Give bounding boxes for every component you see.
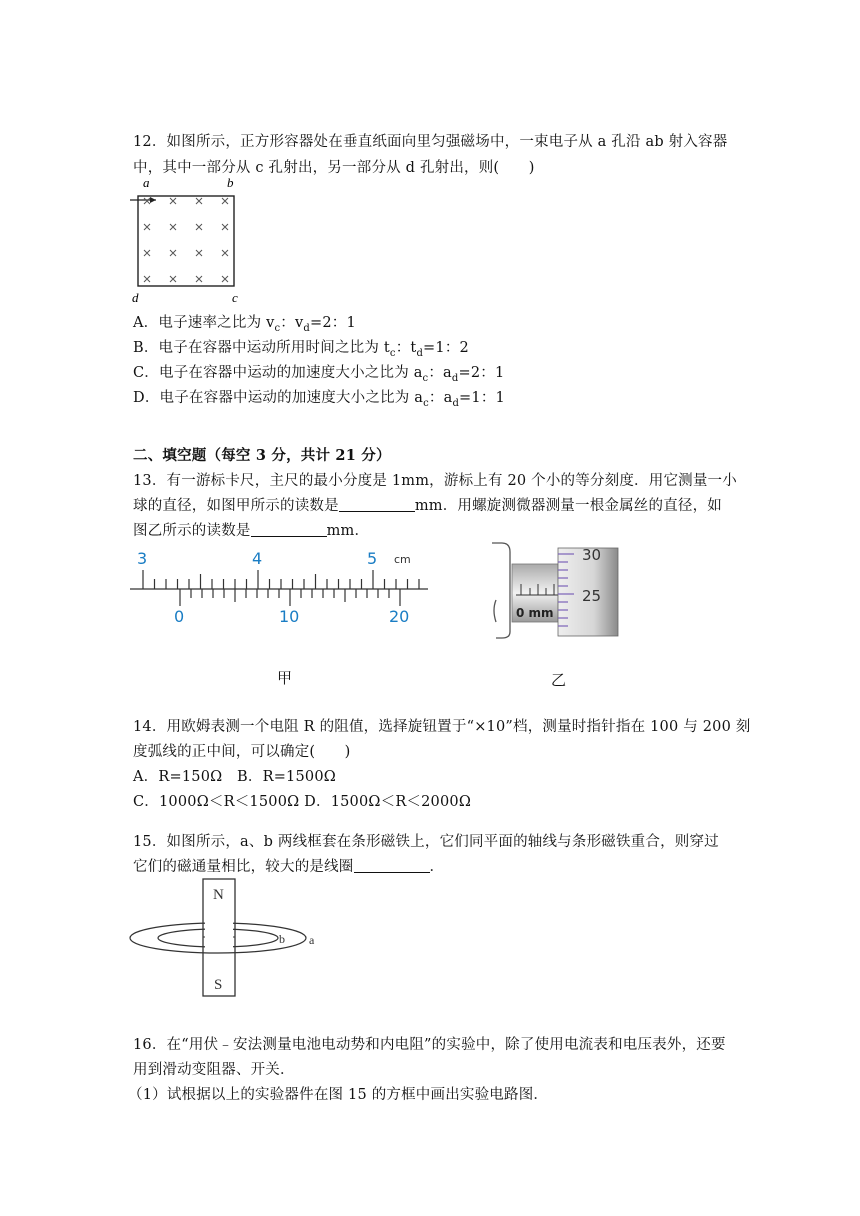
container-square <box>138 196 234 286</box>
q12-line1: 12．如图所示，正方形容器处在垂直纸面向里匀强磁场中，一束电子从 a 孔沿 ab 射入容器 <box>133 134 728 150</box>
field-crosses <box>144 198 228 282</box>
coil-b-label: b <box>279 932 285 946</box>
q14-options-ab: A．R=150Ω B．R=1500Ω <box>133 769 336 785</box>
q15-line2: 它们的磁通量相比，较大的是线圈 ． <box>133 859 445 875</box>
q16-line3: （1）试根据以上的实验器件在图 15 的方框中画出实验电路图． <box>128 1087 549 1103</box>
answer-blank[interactable] <box>251 522 327 537</box>
sleeve-label: 0 mm <box>516 606 554 620</box>
q14-options-cd: C．1000Ω＜R＜1500Ω D．1500Ω＜R＜2000Ω <box>133 794 472 810</box>
micrometer-figure <box>488 540 623 640</box>
q16-line1: 16．在“用伏﹣安法测量电池电动势和内电阻”的实验中，除了使用电流表和电压表外，还要 <box>133 1037 726 1053</box>
q13-line3: 图乙所示的读数是 mm． <box>133 523 370 539</box>
vernier-caliper-figure <box>130 546 430 630</box>
label-a: a <box>143 175 150 190</box>
q14-line2: 度弧线的正中间，可以确定( ) <box>133 744 351 760</box>
figure-caption-yi: 乙 <box>551 671 567 689</box>
label-d: d <box>132 290 139 305</box>
vernier-scale-label: 0 <box>174 607 185 626</box>
figure-caption-jia: 甲 <box>277 669 293 687</box>
main-scale-ticks <box>143 570 419 589</box>
q16-line2: 用到滑动变阻器、开关． <box>133 1062 295 1078</box>
main-scale-label: 5 <box>367 549 378 568</box>
vernier-scale-label: 20 <box>389 607 410 626</box>
unit-label: cm <box>394 553 411 566</box>
q12-option-b: B．电子在容器中运动所用时间之比为 $t_c$：$t_d=1$：2 <box>133 340 469 359</box>
main-scale-label: 4 <box>252 549 263 568</box>
label-c: c <box>232 290 238 305</box>
south-pole-label: S <box>214 977 223 993</box>
bar-magnet-coils-figure <box>128 876 328 1000</box>
q12-option-d: D．电子在容器中运动的加速度大小之比为 $a_c$：$a_d=1$：1 <box>133 390 505 409</box>
vernier-scale-ticks <box>180 589 400 606</box>
q14-line1: 14．用欧姆表测一个电阻 R 的阻值，选择旋钮置于“×10”档，测量时指针指在 100 与 200 刻 <box>133 719 751 735</box>
magnetic-field-box-figure <box>126 174 256 306</box>
label-b: b <box>227 175 234 190</box>
vernier-scale-label: 10 <box>279 607 300 626</box>
q12-option-a: A．电子速率之比为 $v_c$：$v_d=2$：1 <box>133 315 356 334</box>
frame-outline <box>492 543 510 638</box>
thimble-label-mid: 25 <box>582 587 602 605</box>
q12-line2: 中，其中一部分从 c 孔射出，另一部分从 d 孔射出，则( ) <box>133 160 535 176</box>
q15-line1: 15．如图所示，a、b 两线框套在条形磁铁上，它们同平面的轴线与条形磁铁重合，则穿过 <box>133 834 719 850</box>
thimble-label-top: 30 <box>582 546 602 564</box>
main-scale-label: 3 <box>137 549 148 568</box>
north-pole-label: N <box>213 887 224 903</box>
answer-blank[interactable] <box>354 858 430 873</box>
q13-line1: 13．有一游标卡尺，主尺的最小分度是 1mm，游标上有 20 个小的等分刻度．用它测量一小 <box>133 473 737 489</box>
section-heading: 二、填空题（每空 3 分，共计 21 分） <box>133 447 391 464</box>
answer-blank[interactable] <box>339 497 415 512</box>
arrow-head-icon <box>150 197 156 203</box>
q13-line2: 球的直径，如图甲所示的读数是 mm．用螺旋测微器测量一根金属丝的直径，如 <box>133 498 723 514</box>
coil-a-label: a <box>309 933 315 947</box>
q12-option-c: C．电子在容器中运动的加速度大小之比为 $a_c$：$a_d=2$：1 <box>133 365 505 384</box>
